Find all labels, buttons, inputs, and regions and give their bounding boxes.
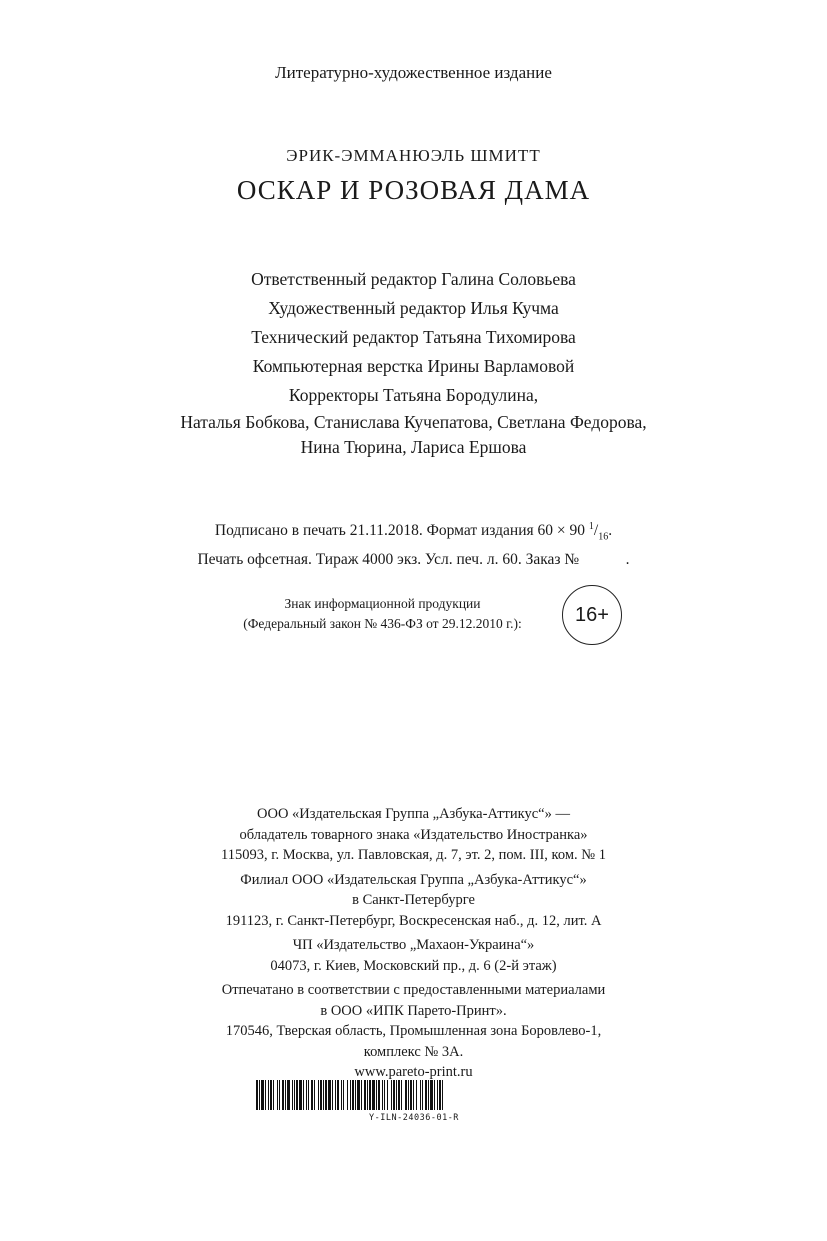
barcode-bar [384, 1080, 385, 1110]
barcode-bar [292, 1080, 293, 1110]
barcode-bar [341, 1080, 342, 1110]
barcode-bar [398, 1080, 400, 1110]
barcode-bar [361, 1080, 362, 1110]
publisher-line: комплекс № 3А. [363, 1043, 464, 1060]
barcode-bar [420, 1080, 421, 1110]
barcode-bar [287, 1080, 290, 1110]
credit-line: Технический редактор Татьяна Тихомирова [251, 327, 576, 347]
barcode-bar [357, 1080, 360, 1110]
barcode-bar [294, 1080, 295, 1110]
barcode-bar [367, 1080, 368, 1110]
barcode-bar [391, 1080, 392, 1110]
barcode-bar [405, 1080, 407, 1110]
barcode-bar [285, 1080, 286, 1110]
barcode-bar [323, 1080, 324, 1110]
barcode-bar [296, 1080, 298, 1110]
barcode-bar [325, 1080, 327, 1110]
barcode-bar [434, 1080, 435, 1110]
age-rating-label-line2: (Федеральный закон № 436-ФЗ от 29.12.2010 г.): [243, 616, 522, 631]
barcode-bar [396, 1080, 397, 1110]
barcode-bar [410, 1080, 412, 1110]
publisher-line: 191123, г. Санкт-Петербург, Воскресенская наб., д. 12, лит. А [225, 912, 602, 929]
barcode-bar [303, 1080, 304, 1110]
credits-block [0, 265, 827, 460]
barcode-bar [355, 1080, 356, 1110]
barcode-bar [256, 1080, 258, 1110]
barcode-bar [408, 1080, 409, 1110]
imprint-line-2: Печать офсетная. Тираж 4000 экз. Усл. печ. л. 60. Заказ № . [197, 551, 630, 569]
barcode-bar [318, 1080, 319, 1110]
publisher-line: в Санкт-Петербурге [352, 892, 475, 908]
barcode-bar [439, 1080, 441, 1110]
barcode-bar [364, 1080, 366, 1110]
age-rating-label [210, 594, 555, 634]
barcode-bar [279, 1080, 280, 1110]
barcode-bar [428, 1080, 429, 1110]
barcode-bar [299, 1080, 302, 1110]
publisher-line: ЧП «Издательство „Махаон-Украина“» [292, 937, 535, 953]
credit-line: Ответственный редактор Галина Соловьева [251, 269, 576, 289]
imprint-line-1: Подписано в печать 21.11.2018. Формат издания 60 × 90 $^1/_{16}$. [214, 521, 613, 543]
barcode-code: Y-ILN-24036-01-R [369, 1113, 459, 1123]
book-title: ОСКАР И РОЗОВАЯ ДАМА [236, 175, 591, 205]
barcode-bar [343, 1080, 344, 1110]
author-name: ЭРИК-ЭММАНЮЭЛЬ ШМИТТ [286, 146, 541, 165]
barcode-bar [372, 1080, 375, 1110]
barcode-bar [270, 1080, 272, 1110]
credit-line: Компьютерная верстка Ирины Варламовой [252, 356, 575, 376]
barcode-bar [393, 1080, 395, 1110]
edition-genre: Литературно-художественное издание [275, 63, 552, 82]
barcode-bar [413, 1080, 414, 1110]
barcode-bar [378, 1080, 380, 1110]
barcode-bar [268, 1080, 269, 1110]
imprint-format-text: Подписано в печать 21.11.2018. Формат издания 60 × 90 [214, 522, 585, 540]
age-rating-label-line1: Знак информационной продукции [284, 596, 481, 611]
barcode-bar [387, 1080, 388, 1110]
barcode-bar [382, 1080, 383, 1110]
barcode-bar [261, 1080, 264, 1110]
barcode-bar [376, 1080, 377, 1110]
barcode [256, 1080, 572, 1110]
imprint-block [0, 515, 827, 571]
credit-line: Наталья Бобкова, Станислава Кучепатова, Светлана Федорова, [180, 412, 647, 432]
publisher-line: ООО «Издательская Группа „Азбука-Аттикус“» — [257, 806, 570, 822]
credit-line: Нина Тюрина, Лариса Ершова [300, 437, 527, 457]
imprint-print-text: Печать офсетная. Тираж 4000 экз. Усл. печ. л. 60. Заказ № [197, 551, 580, 569]
barcode-bar [311, 1080, 313, 1110]
format-denominator: 16 [598, 531, 609, 543]
barcode-bar [308, 1080, 309, 1110]
barcode-bar [437, 1080, 438, 1110]
credit-line: Художественный редактор Илья Кучма [268, 298, 559, 318]
barcode-bar [265, 1080, 266, 1110]
barcode-bar [335, 1080, 336, 1110]
barcode-bar [442, 1080, 443, 1110]
barcode-bar [369, 1080, 371, 1110]
format-numerator: 1 [588, 521, 594, 532]
barcode-bar [416, 1080, 417, 1110]
barcode-bar [422, 1080, 423, 1110]
barcode-bar [314, 1080, 315, 1110]
barcode-bar [401, 1080, 402, 1110]
barcode-bar [425, 1080, 427, 1110]
publisher-line: 115093, г. Москва, ул. Павловская, д. 7, эт. 2, пом. III, ком. № 1 [221, 847, 606, 863]
barcode-bar [332, 1080, 333, 1110]
barcode-bar [328, 1080, 331, 1110]
barcode-bar [347, 1080, 348, 1110]
barcode-bar [430, 1080, 433, 1110]
publisher-line: Филиал ООО «Издательская Группа „Азбука-Аттикус“» [240, 871, 587, 888]
barcode-bar [277, 1080, 278, 1110]
publisher-line: в ООО «ИПК Парето-Принт». [320, 1002, 507, 1019]
credit-line: Корректоры Татьяна Бородулина, [288, 385, 539, 405]
publisher-block [0, 804, 827, 1083]
barcode-bar [352, 1080, 354, 1110]
age-rating-badge: 16+ [562, 585, 622, 645]
barcode-bar [320, 1080, 322, 1110]
barcode-bar [273, 1080, 274, 1110]
publisher-line: 170546, Тверская область, Промышленная зона Боровлево-1, [225, 1023, 602, 1039]
barcode-bar [337, 1080, 339, 1110]
barcode-bar [259, 1080, 260, 1110]
publisher-line: 04073, г. Киев, Московский пр., д. 6 (2-й этаж) [270, 957, 557, 974]
publisher-line: обладатель товарного знака «Издательство Иностранка» [239, 826, 588, 843]
publisher-url: www.pareto-print.ru [354, 1064, 473, 1080]
publisher-line: Отпечатано в соответствии с предоставленными материалами [221, 982, 606, 998]
barcode-bar [282, 1080, 284, 1110]
barcode-bar [306, 1080, 307, 1110]
barcode-bar [350, 1080, 351, 1110]
